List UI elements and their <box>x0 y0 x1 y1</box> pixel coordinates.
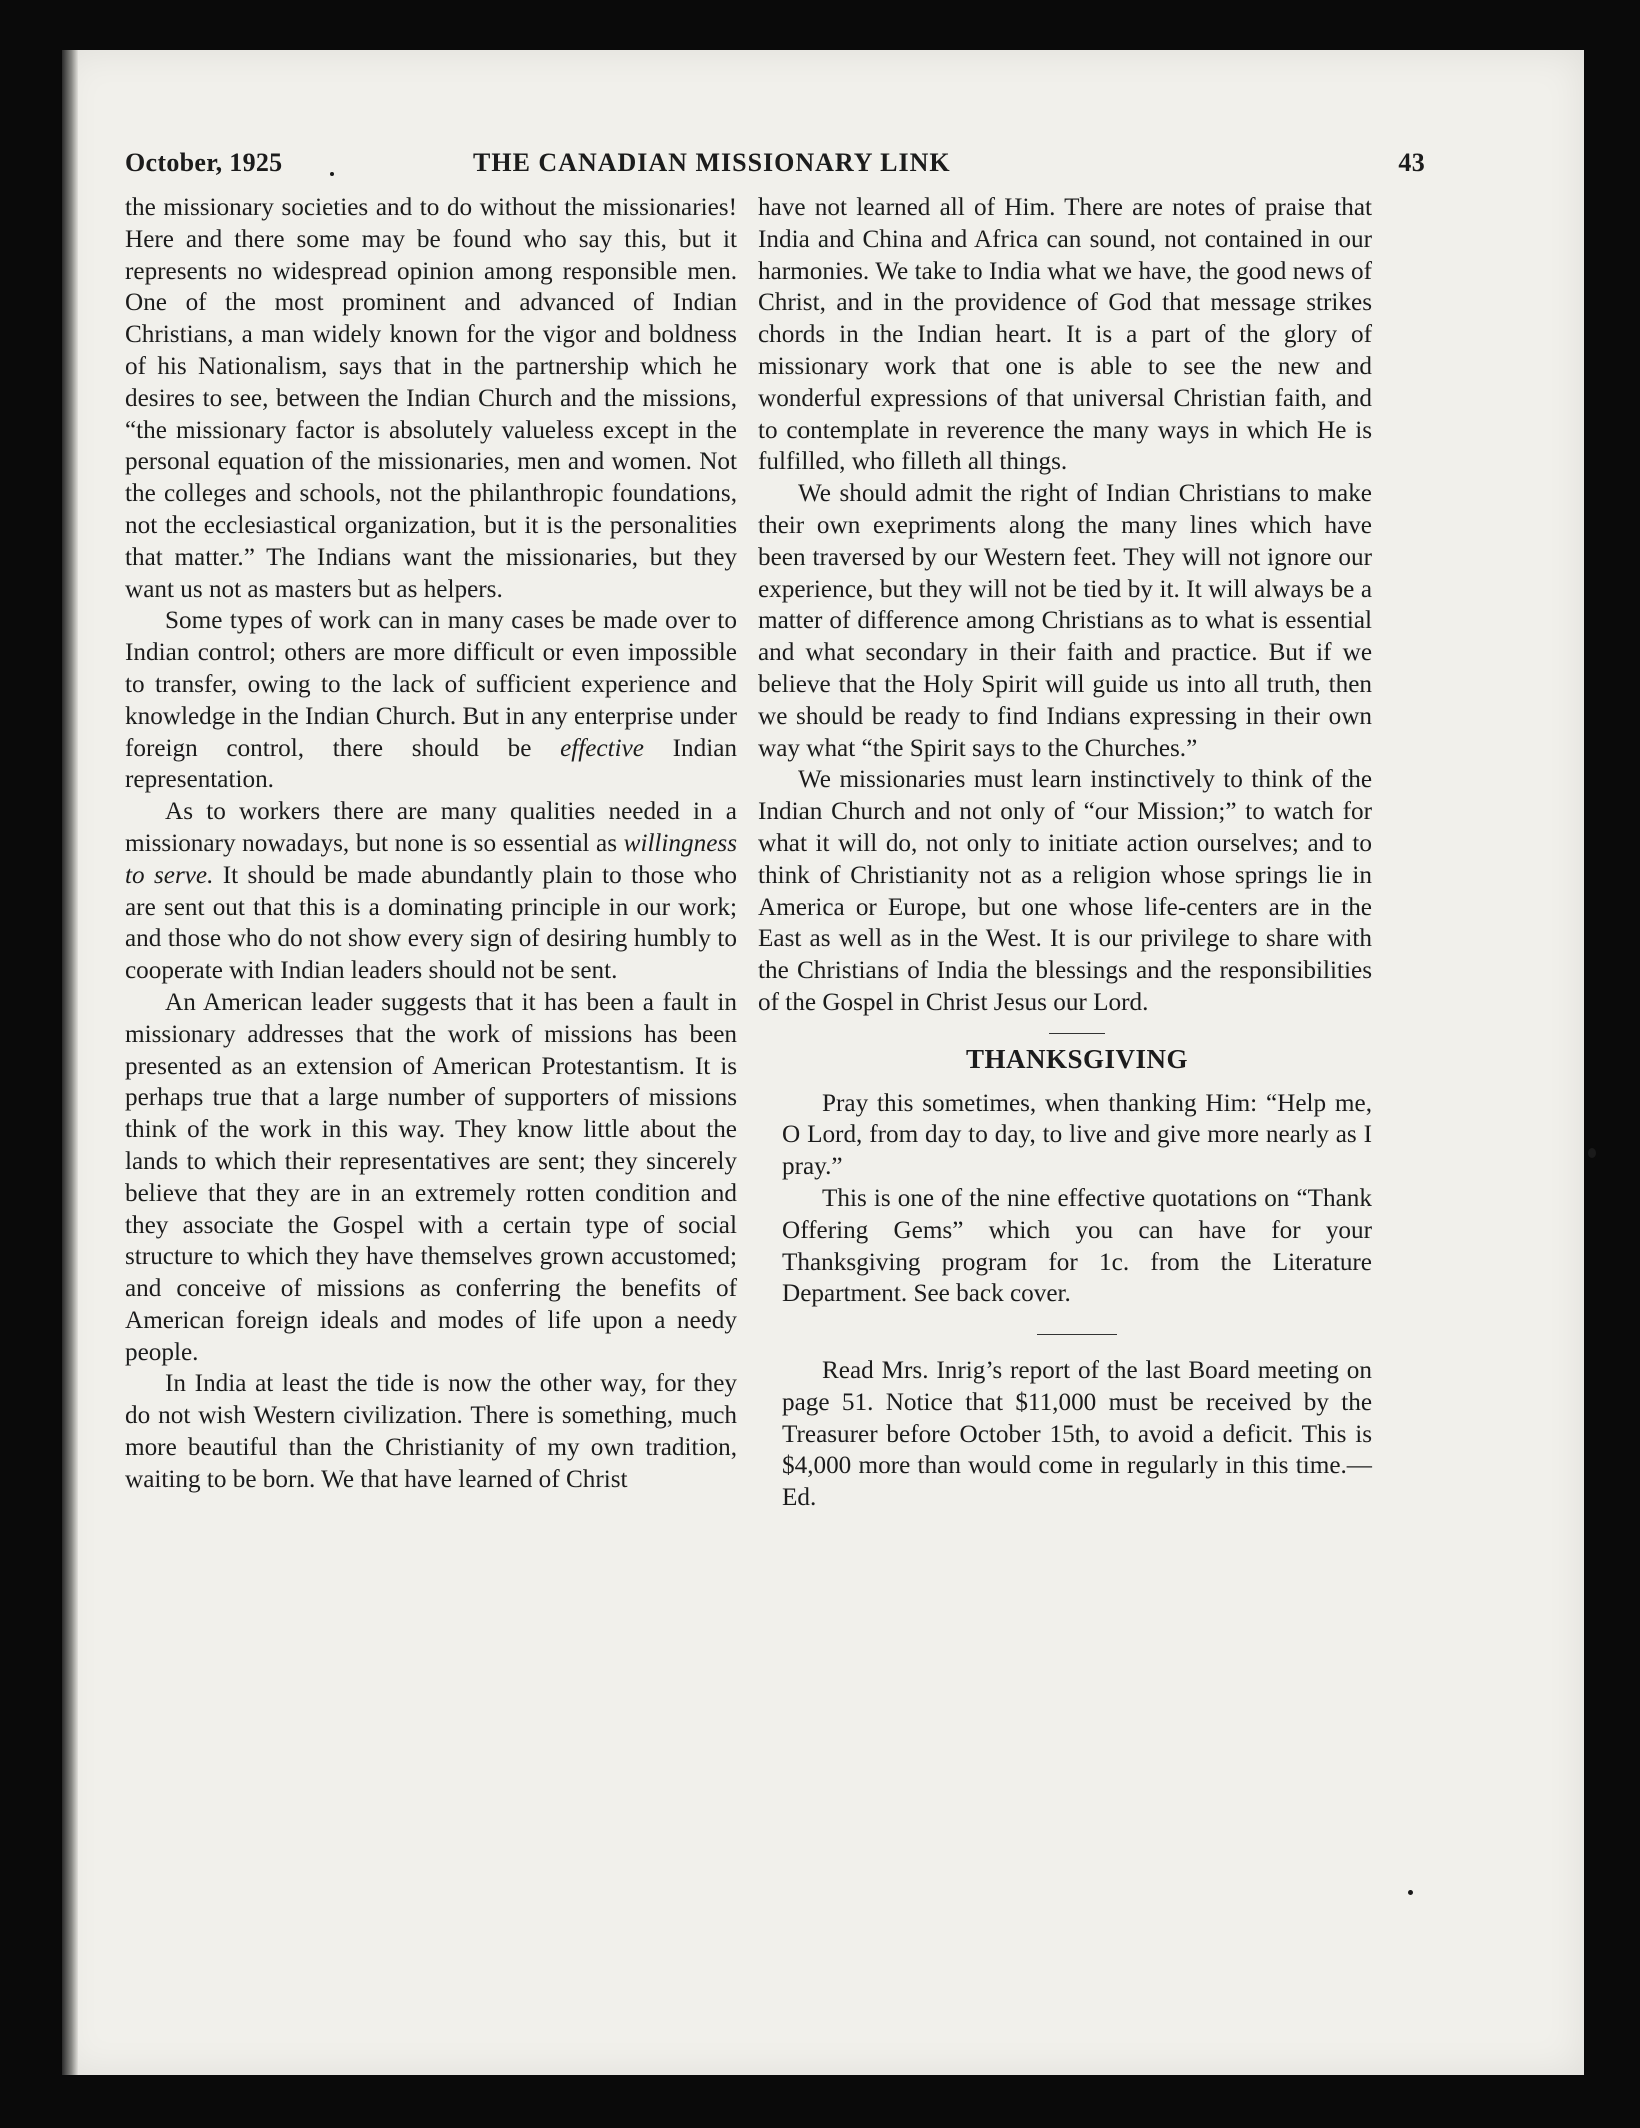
publication-title: THE CANADIAN MISSIONARY LINK <box>473 148 951 177</box>
issue-date: October, 1925 <box>125 148 283 177</box>
right-paragraph-3: We missionaries must learn instinctively to think of the Indian Church and not only of “our Mission;” to watch for what it will do, not only to initiate action ourselves; and to think of Christianity not as a religion whose springs lie in America or Europe, but one whose life-centers are in the East as well as in the West. It is our privilege to share with the Christians of India the blessings and the responsibilities of the Gospel in Christ Jesus our Lord. <box>758 766 1372 1016</box>
thanksgiving-paragraph-1: Pray this sometimes, when thanking Him: “Help me, O Lord, from day to day, to live and give more nearly as I pray.” <box>782 1089 1372 1181</box>
left-paragraph-1: the missionary societies and to do without the missionaries! Here and there some may be found who say this, but it represents no widespread opinion among responsible men. One of the most prominent and advanced of Indian Christians, a man widely known for the vigor and boldness of his Nationalism, says that in the partnership which he desires to see, between the Indian Church and the missions, “the missionary factor is absolutely valueless except in the personal equation of the missionaries, men and women. Not the colleges and schools, not the philanthropic foundations, not the ecclesiastical organization, but it is the personalities that matter.” The Indians want the missionaries, but they want us not as masters but as helpers. <box>125 194 737 603</box>
scan-speck <box>1408 1890 1413 1895</box>
section-divider <box>1037 1334 1117 1335</box>
left-paragraph-3: As to workers there are many qualities needed in a missionary nowadays, but none is so essential as willingness to serve. It should be made abundantly plain to those who are sent out that this is a dominating principle in our work; and those who do not show every sign of desiring humbly to cooperate with Indian leaders should not be sent. <box>125 798 738 985</box>
page-binding-edge <box>62 50 78 2075</box>
right-paragraph-1: have not learned all of Him. There are notes of praise that India and China and Africa can sound, not contained in our harmonies. We take to India what we have, the good news of Christ, and in the providence of God that message strikes chords in the Indian heart. It is a part of the glory of missionary work that one is able to see the new and wonderful expressions of that universal Christian faith, and to contemplate in reverence the many ways in which He is fulfilled, who filleth all things. <box>758 194 1372 476</box>
thanksgiving-paragraph-2: This is one of the nine effective quotations on “Thank Offering Gems” which you can have for your Thanksgiving program for 1c. from the Literature Department. See back cover. <box>782 1184 1372 1308</box>
right-paragraph-2: We should admit the right of Indian Christians to make their own exepriments along the many lines which have been traversed by our Western feet. They will not ignore our experience, but they will not be tied by it. It will always be a matter of difference among Christians as to what is essential and what secondary in their faith and practice. But if we believe that the Holy Spirit will guide us into all truth, then we should be ready to find Indians expressing in their own way what “the Spirit says to the Churches.” <box>758 480 1372 762</box>
running-header <box>125 148 1425 184</box>
page-number: 43 <box>1398 148 1425 177</box>
section-divider <box>1049 1033 1105 1034</box>
scan-speck <box>330 172 334 176</box>
thanksgiving-heading: THANKSGIVING <box>965 1043 1189 1074</box>
emphasis-effective: effective <box>560 734 644 762</box>
left-column <box>125 192 737 1496</box>
scan-speck <box>1588 1148 1596 1158</box>
left-paragraph-4: An American leader suggests that it has been a fault in missionary addresses that the work of missions has been presented as an extension of American Protestantism. It is perhaps true that a large number of supporters of missions think of the work in this way. They know little about the lands to which their representatives are sent; they sincerely believe that they are in an extremely rotten condition and they associate the Gospel with a certain type of social structure to which they have themselves grown accustomed; and conceive of missions as conferring the benefits of American foreign ideals and modes of life upon a needy people. <box>125 988 737 1366</box>
notice-paragraph: Read Mrs. Inrig’s report of the last Board meeting on page 51. Notice that $11,000 must be received by the Treasurer before October 15th, to avoid a deficit. This is $4,000 more than would come in regularly in this time.—Ed. <box>782 1357 1372 1512</box>
left-paragraph-2: Some types of work can in many cases be made over to Indian control; others are more difficult or even impossible to transfer, owing to the lack of sufficient experience and knowledge in the Indian Church. But in any enterprise under foreign control, there should be effective Indian representation. <box>125 607 737 794</box>
right-column <box>758 192 1372 1514</box>
thanksgiving-section <box>758 1033 1372 1514</box>
left-paragraph-5: In India at least the tide is now the other way, for they do not wish Western civilization. There is something, much more beautiful than the Christianity of my own tradition, waiting to be born. We that have learned of Christ <box>125 1370 737 1493</box>
emphasis-willingness: willingness to serve. <box>125 829 737 889</box>
